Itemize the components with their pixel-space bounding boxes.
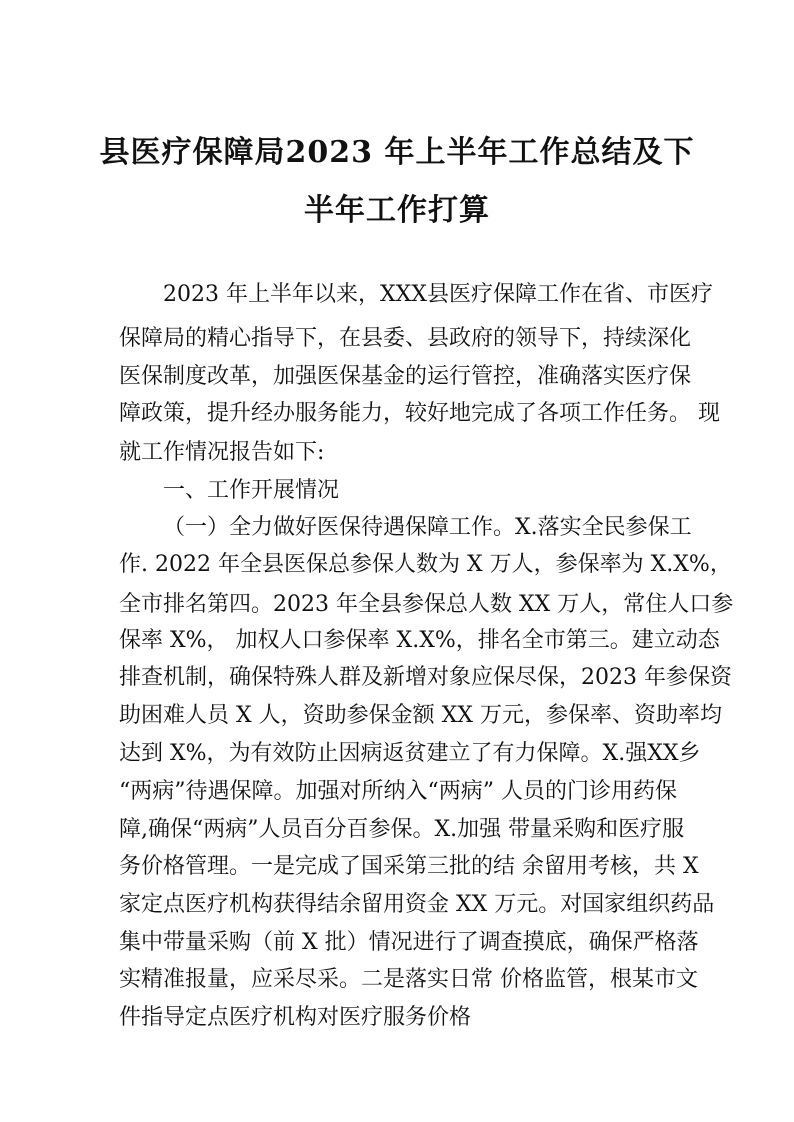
document-title-line-1: 县医疗保障局2023 年上半年工作总结及下	[99, 135, 695, 170]
paragraph-line: 排查机制，确保特殊人群及新增对象应保尽保，2023 年参保资	[119, 665, 732, 690]
paragraph-line: 全市排名第四。2023 年全县参保总人数 XX 万人，常住人口参	[119, 592, 734, 617]
paragraph-line: （一）全力做好医保待遇保障工作。X.落实全民参保工	[163, 515, 692, 540]
paragraph-line: 务价格管理。一是完成了国采第三批的结 余留用考核，共 X	[119, 854, 699, 879]
paragraph-line: 保障局的精心指导下，在县委、县政府的领导下，持续深化	[119, 326, 692, 351]
section-heading: 一、工作开展情况	[163, 478, 340, 503]
paragraph-line: 家定点医疗机构获得结余留用资金 XX 万元。对国家组织药品	[119, 892, 715, 917]
paragraph-line: 就工作情况报告如下:	[119, 440, 325, 465]
paragraph-line: 作. 2022 年全县医保总参保人数为 X 万人，参保率为 X.X%，	[119, 552, 732, 577]
paragraph-line: 助困难人员 X 人，资助参保金额 XX 万元，参保率、资助率均	[119, 703, 722, 728]
paragraph-line: 2023 年上半年以来，XXX县医疗保障工作在省、市医疗	[163, 282, 713, 307]
paragraph-line: 达到 X%，为有效防止因病返贫建立了有力保障。X.强XX乡	[119, 741, 701, 766]
document-title-line-2: 半年工作打算	[304, 193, 490, 228]
paragraph-line: 实精准报量，应采尽采。二是落实日常 价格监管，根某市文	[119, 967, 698, 992]
paragraph-line: 障,确保“两病”人员百分百参保。X.加强 带量采购和医疗服	[119, 817, 685, 842]
paragraph-line: 保率 X%， 加权人口参保率 X.X%，排名全市第三。建立动态	[119, 628, 720, 653]
paragraph-line: 障政策，提升经办服务能力，较好地完成了各项工作任务。 现	[119, 401, 720, 426]
paragraph-line: “两病”待遇保障。加强对所纳入“两病” 人员的门诊用药保	[119, 779, 677, 804]
paragraph-line: 件指导定点医疗机构对医疗服务价格	[119, 1005, 472, 1030]
paragraph-line: 集中带量采购（前 X 批）情况进行了调查摸底，确保严格落	[119, 930, 699, 955]
paragraph-line: 医保制度改革，加强医保基金的运行管控，准确落实医疗保	[119, 364, 692, 389]
